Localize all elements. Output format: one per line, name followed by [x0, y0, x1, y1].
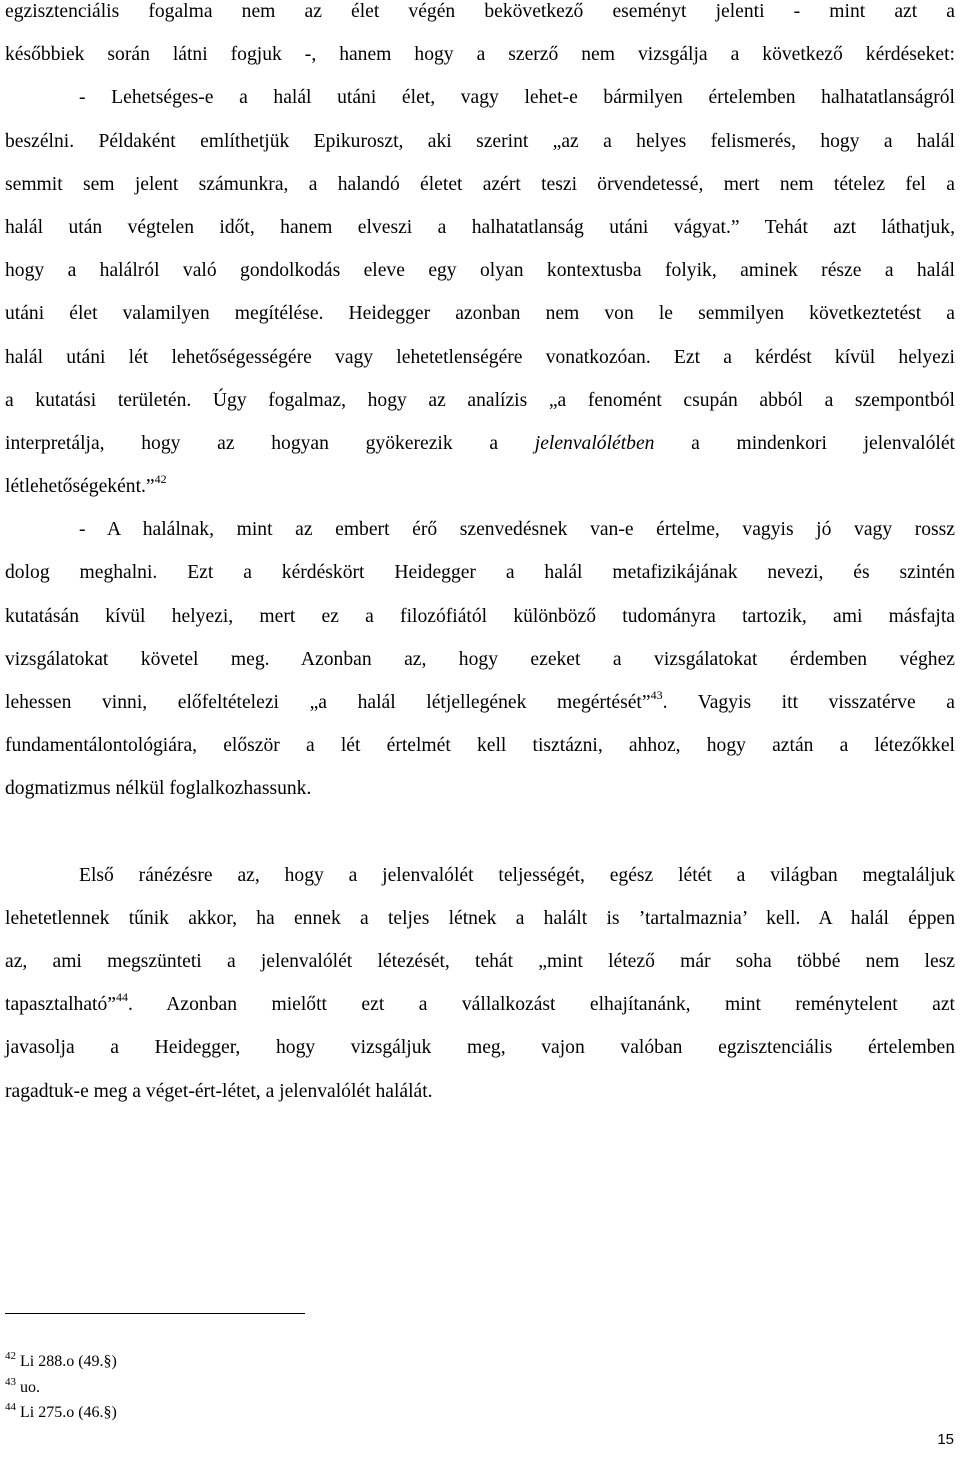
text-line: dogmatizmus nélkül foglalkozhassunk. [5, 778, 312, 800]
text-line: egzisztenciális fogalma nem az élet végén bekövetkező eseményt jelenti - mint azt a [5, 1, 955, 22]
text-line: - A halálnak, mint az embert érő szenvedésnek van-e értelme, vagyis jó vagy rossz [79, 519, 955, 541]
paragraph-1 [5, 0, 955, 518]
text-span: . Vagyis itt visszatérve a [662, 692, 955, 713]
footnote-ref[interactable]: 43 [650, 688, 663, 702]
footnote-item [5, 1403, 117, 1429]
text-line: - Lehetséges-e a halál utáni élet, vagy lehet-e bármilyen értelemben halhatatlanságról [79, 87, 955, 109]
text-span: lehessen vinni, előfeltételezi „a halál létjellegének megértését” [5, 692, 651, 713]
footnote-number: 42 [5, 1350, 16, 1362]
text-line: vizsgálatokat követel meg. Azonban az, hogy ezeket a vizsgálatokat érdemben véghez [5, 648, 955, 670]
footnote-text: Li 275.o (46.§) [20, 1404, 117, 1421]
paragraph-3 [5, 864, 955, 1123]
text-span: . Azonban mielőtt ezt a vállalkozást elhajítanánk, mint reménytelent azt [127, 994, 955, 1016]
paragraph-gap [5, 821, 955, 864]
text-line: fundamentálontológiára, először a lét értelmét kell tisztázni, ahhoz, hogy aztán a létezőkkel [5, 735, 955, 757]
footnotes [5, 1352, 117, 1429]
text-span: a mindenkori jelenvalólét [691, 432, 955, 454]
text-span: tapasztalható” [5, 994, 116, 1016]
paragraph-2 [5, 518, 955, 820]
page-number: 15 [937, 1431, 954, 1448]
text-line: ragadtuk-e meg a véget-ért-létet, a jelenvalólét halálát. [5, 1080, 433, 1102]
text-line [5, 472, 955, 518]
text-line [5, 432, 955, 475]
text-line [5, 688, 955, 734]
footnote-number: 44 [5, 1401, 16, 1413]
text-line: lehetetlennek tűnik akkor, ha ennek a teljes létnek a halált is ’tartalmaznia’ kell. A halál éppen [5, 907, 955, 929]
text-span: létlehetőségeként.” [5, 476, 155, 498]
footnote-number: 43 [5, 1375, 16, 1388]
text-line: Első ránézésre az, hogy a jelenvalólét teljességét, egész létét a világban megtaláljuk [79, 864, 955, 886]
footnote-ref[interactable]: 42 [154, 472, 167, 487]
text-line: semmit sem jelent számunkra, a halandó életet azért teszi örvendetessé, mert nem tételez fel a [5, 173, 955, 195]
text-line: utáni élet valamilyen megítélése. Heidegger azonban nem von le semmilyen következtetést a [5, 303, 955, 325]
footnote-item [5, 1352, 117, 1378]
text-span: interpretálja, hogy az hogyan gyökerezik a [5, 432, 499, 454]
text-line: dolog meghalni. Ezt a kérdéskört Heidegger a halál metafizikájának nevezi, és szintén [5, 562, 955, 584]
footnote-separator [5, 1313, 305, 1314]
text-line: halál utáni lét lehetőségességére vagy lehetetlenségére vonatkozóan. Ezt a kérdést kívül helyezi [5, 346, 955, 368]
footnote-text: Li 288.o (49.§) [20, 1353, 117, 1370]
text-line: az, ami megszünteti a jelenvalólét létezését, tehát „mint létező már soha többé nem lesz [5, 950, 955, 972]
text-line: hogy a halálról való gondolkodás eleve egy olyan kontextusba folyik, aminek része a halál [5, 260, 955, 282]
text-line: kutatásán kívül helyezi, mert ez a filozófiától különböző tudományra tartozik, ami másfajta [5, 605, 955, 627]
text-line: javasolja a Heidegger, hogy vizsgáljuk meg, vajon valóban egzisztenciális értelemben [5, 1037, 955, 1059]
text-line: a kutatási területén. Úgy fogalmaz, hogy az analízis „a fenomént csupán abból a szempontból [5, 389, 955, 411]
footnote-ref[interactable]: 44 [115, 990, 128, 1005]
text-line [5, 990, 955, 1036]
text-line: későbbiek során látni fogjuk -, hanem hogy a szerző nem vizsgálja a következő kérdéseket: [5, 44, 955, 66]
footnote-item [5, 1375, 117, 1404]
text-line: halál után végtelen időt, hanem elveszi a halhatatlanság utáni vágyat.” Tehát azt láthatjuk, [5, 216, 955, 238]
italic-term: jelenvalólétben [534, 432, 655, 454]
footnote-text: uo. [20, 1378, 40, 1396]
document-body [5, 0, 955, 1123]
text-line: beszélni. Példaként említhetjük Epikuroszt, aki szerint „az a helyes felismerés, hogy a halál [5, 130, 955, 152]
